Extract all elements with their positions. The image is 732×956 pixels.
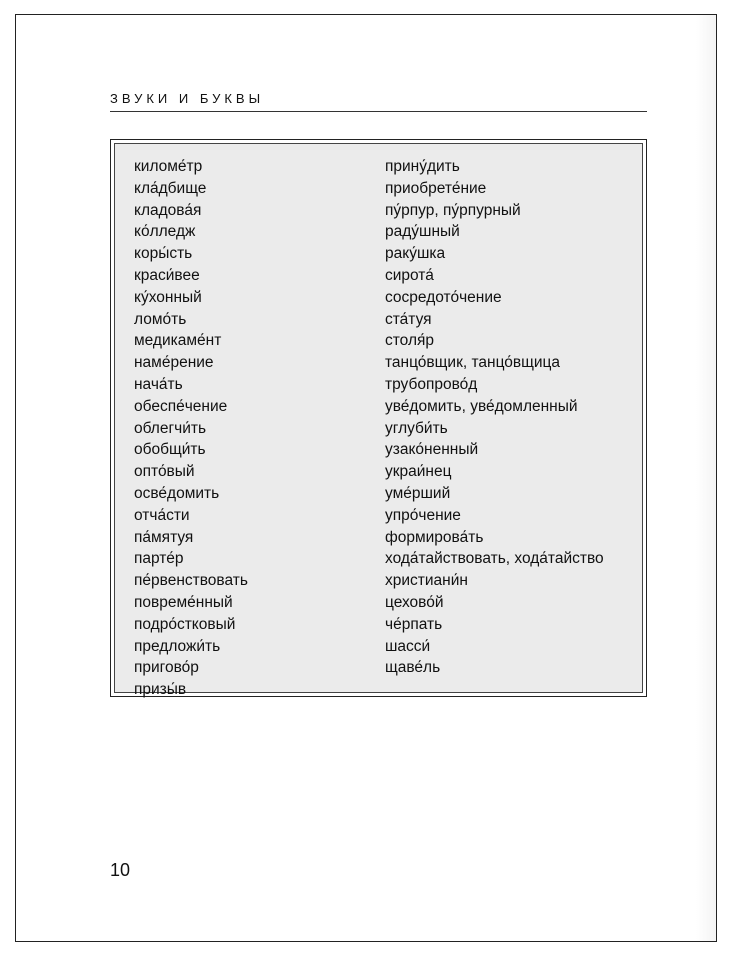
word-item: че́рпать [385,615,443,633]
word-item: упро́чение [385,506,461,524]
word-item: предложи́ть [134,637,221,655]
word-item: ломо́ть [134,310,187,328]
word-item: раду́шный [385,223,460,241]
word-item: столя́р [385,332,435,350]
word-item: уве́домить, уве́домленный [385,397,578,415]
word-column-right [385,156,604,679]
word-item: ко́лледж [134,223,196,241]
word-item: пу́рпур, пу́рпурный [385,201,521,219]
word-item: пригово́р [134,659,199,677]
word-item: уме́рший [385,484,451,502]
word-item: украи́нец [385,463,452,481]
word-item: опто́вый [134,463,195,481]
section-header: ЗВУКИ И БУКВЫ [110,91,265,106]
word-item: парте́р [134,550,184,568]
word-item: па́мятуя [134,528,194,546]
word-item: христиани́н [385,572,468,590]
word-item: хода́тайствовать, хода́тайство [385,550,604,568]
word-item: призы́в [134,681,187,699]
word-item: обеспе́чение [134,397,228,415]
word-item: отча́сти [134,506,190,524]
word-item: кла́дбище [134,179,207,197]
word-item: танцо́вщик, танцо́вщица [385,354,561,372]
page-number: 10 [110,860,131,880]
word-list-box [110,139,647,697]
word-item: ку́хонный [134,288,202,306]
word-item: формирова́ть [385,528,484,546]
word-item: прину́дить [385,158,460,175]
word-item: узако́ненный [385,441,479,459]
word-item: повреме́нный [134,593,233,611]
word-item: трубопрово́д [385,375,478,393]
word-item: кладова́я [134,201,202,219]
word-item: коры́сть [134,245,193,263]
word-item: медикаме́нт [134,332,222,350]
word-item: наме́рение [134,354,214,372]
word-item: киломе́тр [134,158,203,175]
word-item: облегчи́ть [134,419,207,437]
word-item: ста́туя [385,310,432,328]
word-list-box-inner [114,143,643,699]
word-item: краси́вее [134,266,200,284]
word-item: осве́домить [134,484,220,502]
word-item: пе́рвенствовать [134,572,248,590]
word-item: щаве́ль [385,659,441,677]
word-column-left [134,156,248,701]
word-item: сосредото́чение [385,288,502,306]
header-rule [110,111,647,112]
word-item: обобщи́ть [134,441,206,459]
word-item: нача́ть [134,375,183,393]
word-item: сирота́ [385,266,434,284]
word-item: раку́шка [385,245,446,263]
word-item: шасси́ [385,637,431,655]
word-item: цехово́й [385,593,444,611]
word-item: углуби́ть [385,419,448,437]
word-item: подро́стковый [134,615,236,633]
word-item: приобрете́ние [385,179,487,197]
